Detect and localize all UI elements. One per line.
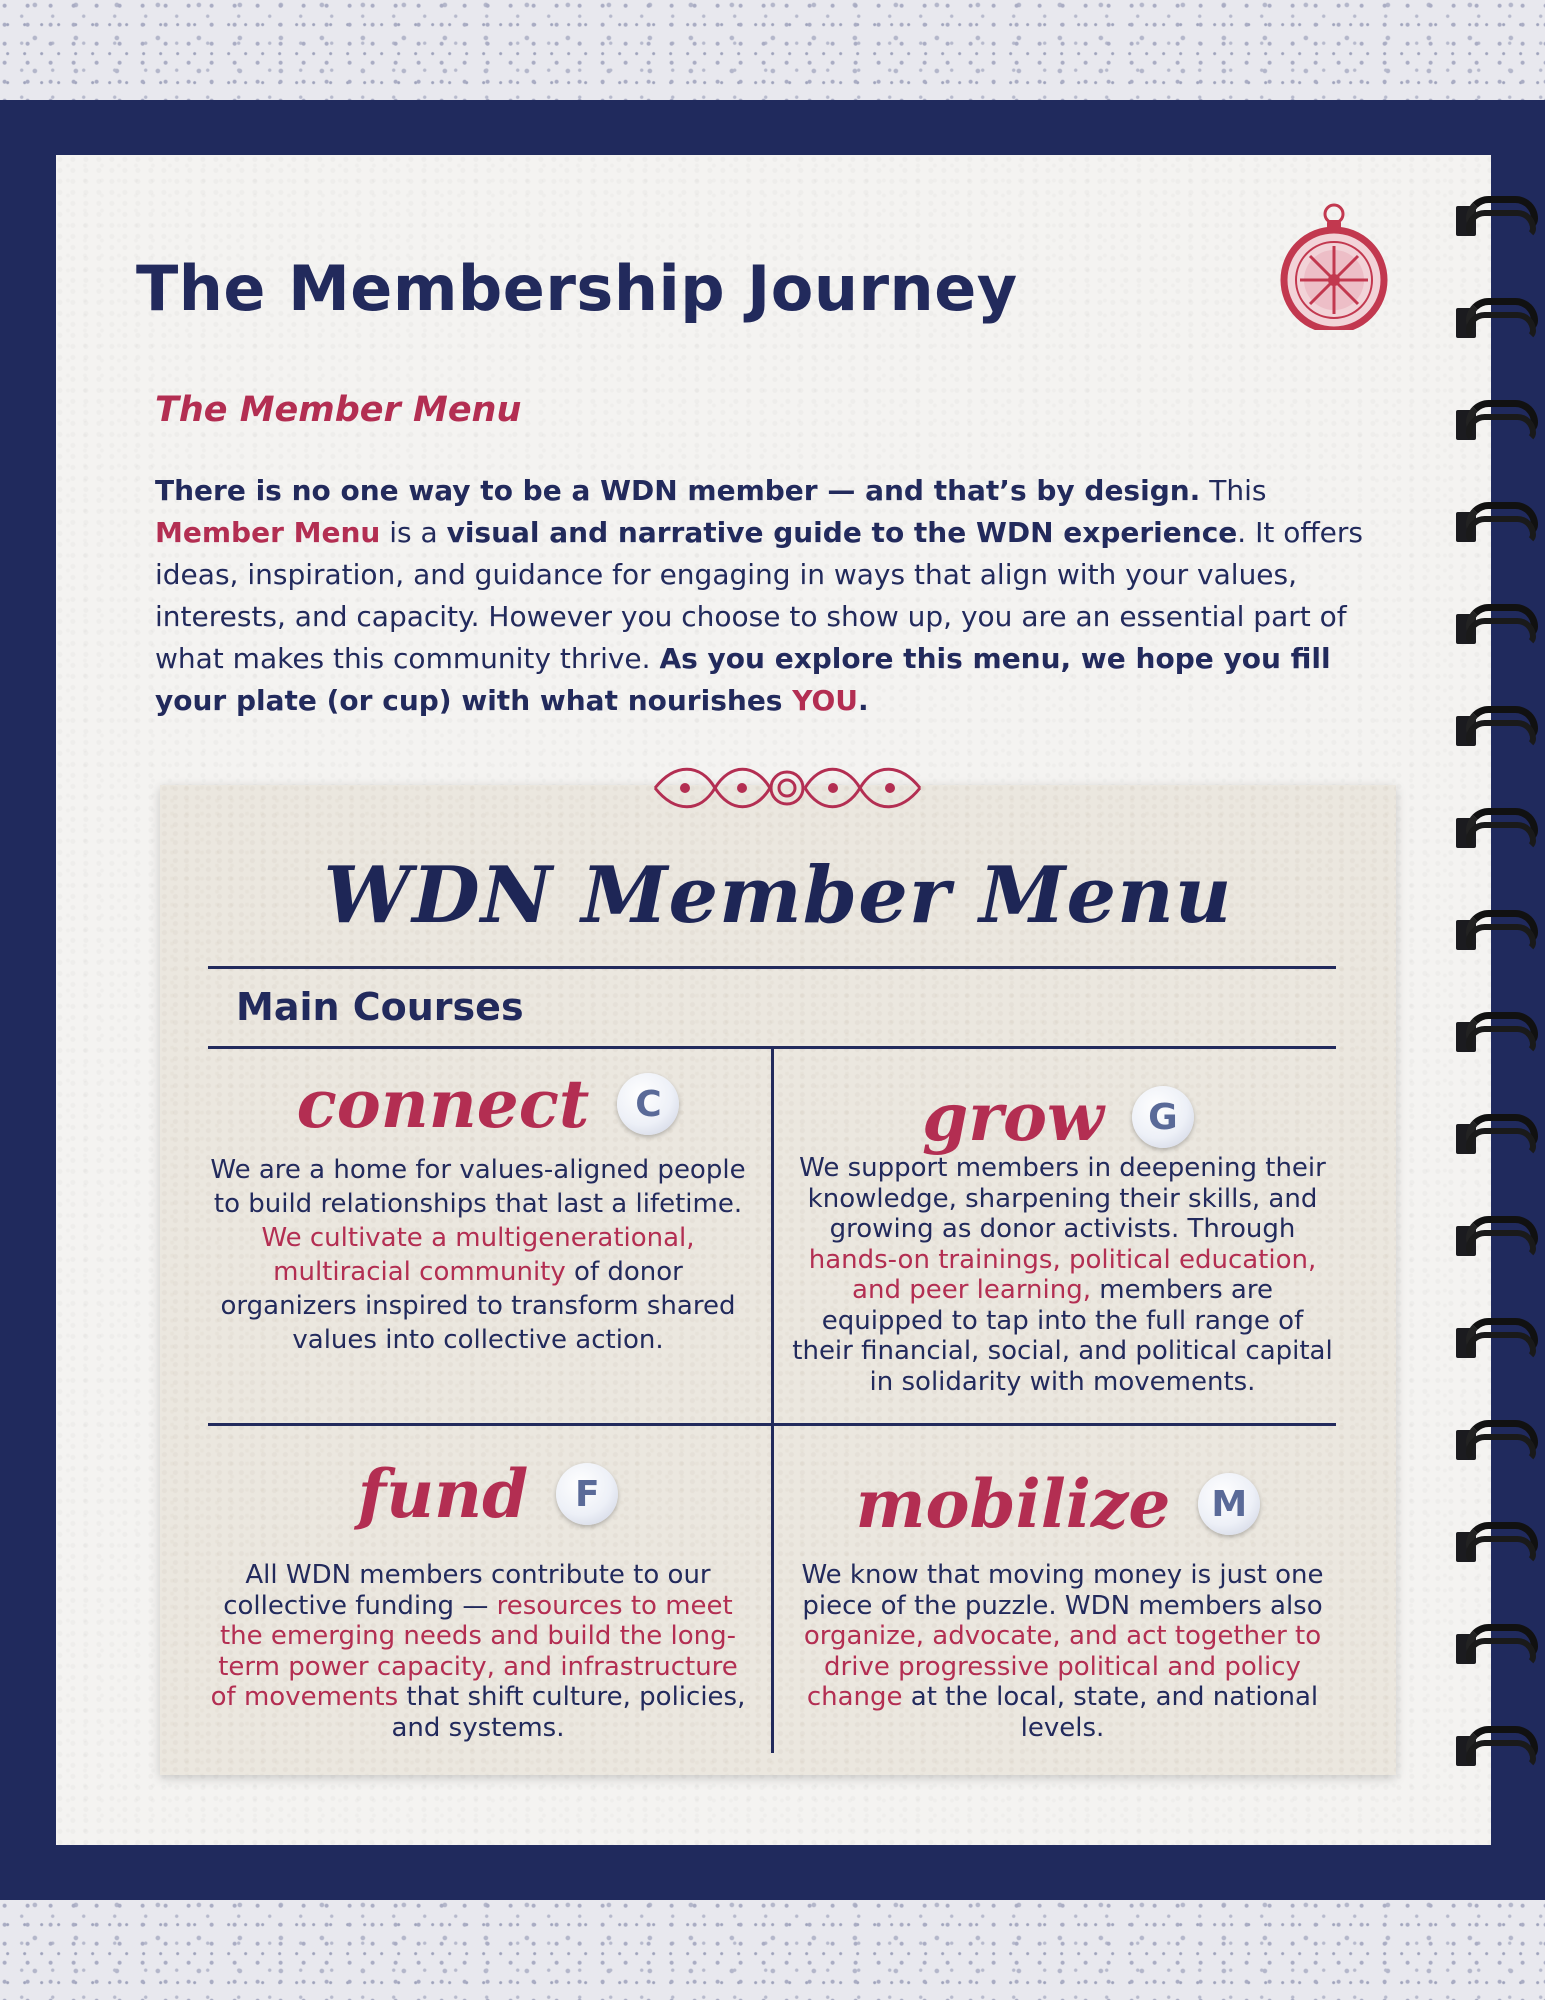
you-highlight: YOU	[792, 684, 859, 717]
course-connect-name: connect	[296, 1065, 590, 1143]
course-connect-heading	[208, 1065, 768, 1143]
spiral-coil-icon	[1452, 394, 1542, 450]
spiral-coil-icon	[1452, 496, 1542, 552]
column-divider	[771, 1048, 774, 1753]
menu-title: WDN Member Menu	[323, 850, 1233, 941]
badge-m-icon: M	[1198, 1473, 1260, 1535]
course-highlight: hands-on trainings, political education, and peer learning,	[808, 1244, 1317, 1305]
spiral-coil-icon	[1452, 1618, 1542, 1674]
course-text: members are equipped to tap into the full range of their financial, social, and political capital in solidarity with movements.	[792, 1275, 1333, 1397]
ornament-icon	[645, 758, 930, 818]
spiral-coil-icon	[1452, 904, 1542, 960]
main-courses-heading: Main Courses	[236, 985, 524, 1029]
course-grow-heading	[780, 1078, 1336, 1156]
intro-text: This	[1200, 474, 1267, 507]
intro-lead: There is no one way to be a WDN member — and that’s by design.	[155, 474, 1201, 507]
course-fund-name: fund	[357, 1455, 529, 1533]
section-subtitle: The Member Menu	[155, 390, 522, 430]
course-text: We know that moving money is just one piece of the puzzle. WDN members also	[801, 1560, 1324, 1621]
course-highlight: We cultivate a multigenerational, multiracial community	[261, 1223, 695, 1287]
spiral-coil-icon	[1452, 292, 1542, 348]
course-fund-heading	[208, 1455, 768, 1533]
spiral-coil-icon	[1452, 1414, 1542, 1470]
badge-c-icon: C	[617, 1073, 679, 1135]
intro-paragraph	[155, 470, 1385, 722]
intro-guide-highlight: visual and narrative guide to the WDN experience	[446, 516, 1238, 549]
spiral-coil-icon	[1452, 598, 1542, 654]
course-grow-name: grow	[922, 1078, 1104, 1156]
course-highlight: resources to meet the emerging needs and build the long-term power capacity, and infrastructure of movements	[210, 1590, 738, 1712]
spiral-coil-icon	[1452, 1210, 1542, 1266]
spiral-coil-icon	[1452, 1516, 1542, 1572]
intro-end: .	[858, 684, 869, 717]
course-fund-description	[208, 1560, 748, 1743]
course-text: at the local, state, and national levels.	[902, 1682, 1319, 1743]
member-menu-highlight: Member Menu	[155, 516, 381, 549]
spiral-coil-icon	[1452, 700, 1542, 756]
intro-closing: As you explore this menu, we hope you fill your plate (or cup) with what nourishes	[155, 642, 1331, 717]
course-text: All WDN members contribute to our collective funding —	[223, 1560, 711, 1621]
badge-g-icon: G	[1132, 1086, 1194, 1148]
spiral-coil-icon	[1452, 802, 1542, 858]
course-mobilize-name: mobilize	[855, 1465, 1171, 1543]
spiral-coil-icon	[1452, 190, 1542, 246]
speckled-background-bottom	[0, 1900, 1545, 2000]
intro-text: is a	[380, 516, 447, 549]
spiral-coil-icon	[1452, 1006, 1542, 1062]
spiral-coil-icon	[1452, 1108, 1542, 1164]
badge-f-icon: F	[556, 1463, 618, 1525]
speckled-background-top	[0, 0, 1545, 100]
course-grow-description	[790, 1153, 1335, 1397]
course-text: that shift culture, policies, and systems.	[391, 1682, 746, 1743]
divider-line	[208, 966, 1336, 969]
spiral-coil-icon	[1452, 1720, 1542, 1776]
course-connect-description	[208, 1153, 748, 1357]
course-text: We support members in deepening their knowledge, sharpening their skills, and growing as donor activists. Through	[799, 1153, 1326, 1244]
course-mobilize-description	[790, 1560, 1335, 1743]
course-mobilize-heading	[780, 1465, 1336, 1543]
compass-icon	[1272, 200, 1397, 330]
course-highlight: organize, advocate, and act together to drive progressive political and policy change	[803, 1621, 1322, 1712]
spiral-coil-icon	[1452, 1312, 1542, 1368]
intro-text: . It offers ideas, inspiration, and guidance for engaging in ways that align with your values, interests, and capacity. However you choose to show up, you are an essential part of what makes this community thrive.	[155, 516, 1363, 675]
page-title: The Membership Journey	[136, 252, 1018, 325]
course-text: We are a home for values-aligned people to build relationships that last a lifetime.	[210, 1155, 746, 1219]
course-text: of donor organizers inspired to transform shared values into collective action.	[220, 1257, 736, 1355]
